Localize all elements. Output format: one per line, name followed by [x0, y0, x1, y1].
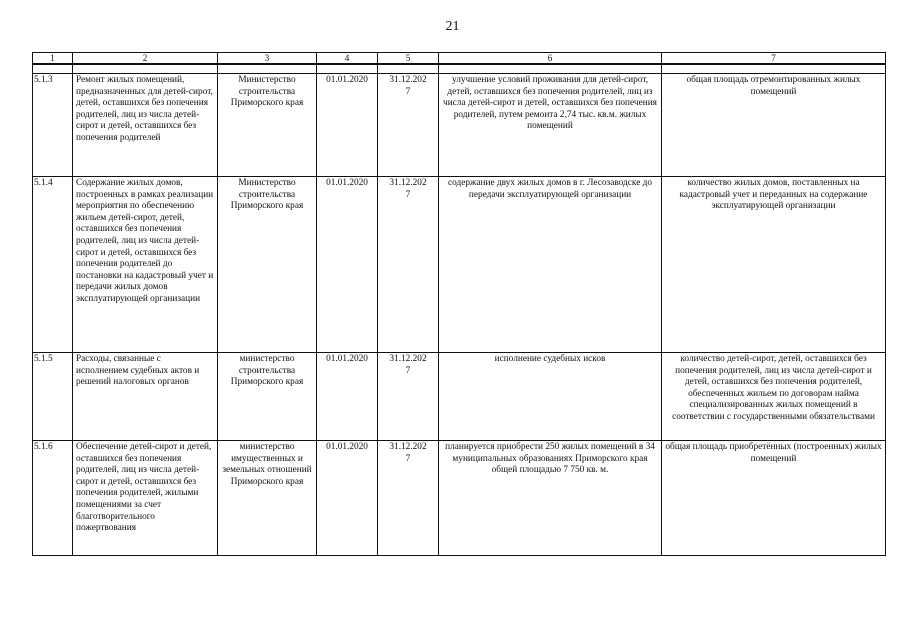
row-number-cell: 5.1.5: [33, 353, 73, 441]
row-number-cell: 5.1.4: [33, 177, 73, 353]
column-header: 5: [378, 53, 439, 65]
measure-name-cell: Расходы, связанные с исполнением судебных актов и решений налоговых органов: [73, 353, 218, 441]
column-header: 6: [439, 53, 662, 65]
measure-name-cell: Ремонт жилых помещений, предназначенных для детей-сирот, детей, оставшихся без попечения родителей, лиц из числа детей-сирот и детей, оставшихся без попечения родителей: [73, 74, 218, 177]
column-header: 2: [73, 53, 218, 65]
end-date-cell: 31.12.202 7: [378, 177, 439, 353]
end-date-cell: 31.12.202 7: [378, 441, 439, 556]
measures-table: [32, 52, 886, 556]
expected-result-cell: планируется приобрести 250 жилых помещений в 34 муниципальных образованиях Приморского края общей площадью 7 750 кв. м.: [439, 441, 662, 556]
table-row: [33, 353, 886, 441]
column-header: 1: [33, 53, 73, 65]
column-header: 7: [662, 53, 886, 65]
executor-cell: министерство строительства Приморского края: [218, 353, 317, 441]
expected-result-cell: содержание двух жилых домов в г. Лесозаводске до передачи эксплуатирующей организации: [439, 177, 662, 353]
column-header: 3: [218, 53, 317, 65]
end-date-cell: 31.12.202 7: [378, 353, 439, 441]
table-row: [33, 74, 886, 177]
expected-result-cell: исполнение судебных исков: [439, 353, 662, 441]
indicator-cell: общая площадь приобретённых (построенных) жилых помещений: [662, 441, 886, 556]
start-date-cell: 01.01.2020: [317, 441, 378, 556]
measure-name-cell: Содержание жилых домов, построенных в рамках реализации мероприятия по обеспечению жильем детей-сирот, детей, оставшихся без попечения родителей, лиц из числа детей-сирот и детей, оставшихся без попечения родителей до постановки на кадастровый учет и передачи жилых домов эксплуатирующей организации: [73, 177, 218, 353]
end-date-cell: 31.12.202 7: [378, 74, 439, 177]
executor-cell: Министерство строительства Приморского края: [218, 74, 317, 177]
table-row: [33, 177, 886, 353]
row-number-cell: 5.1.3: [33, 74, 73, 177]
indicator-cell: общая площадь отремонтированных жилых помещений: [662, 74, 886, 177]
start-date-cell: 01.01.2020: [317, 177, 378, 353]
executor-cell: Министерство строительства Приморского края: [218, 177, 317, 353]
indicator-cell: количество жилых домов, поставленных на кадастровый учет и переданных на содержание эксплуатирующей организации: [662, 177, 886, 353]
start-date-cell: 01.01.2020: [317, 353, 378, 441]
table-row: [33, 441, 886, 556]
expected-result-cell: улучшение условий проживания для детей-сирот, детей, оставшихся без попечения родителей, лиц из числа детей-сирот и детей, оставшихся без попечения родителей, путем ремонта 2,74 тыс. кв.м. жилых помещений: [439, 74, 662, 177]
column-header: 4: [317, 53, 378, 65]
executor-cell: министерство имущественных и земельных отношений Приморского края: [218, 441, 317, 556]
header-gap-row: [33, 64, 886, 74]
indicator-cell: количество детей-сирот, детей, оставшихся без попечения родителей, лиц из числа детей-сирот и детей, оставшихся без попечения родителей, обеспеченных жильем по договорам найма специализированных жилых помещений в соответствии с государственными обязательствами: [662, 353, 886, 441]
measure-name-cell: Обеспечение детей-сирот и детей, оставшихся без попечения родителей, лиц из числа детей-сирот и детей, оставшихся без попечения родителей, жилыми помещениями за счет благотворительного пожертвования: [73, 441, 218, 556]
page-number: 21: [445, 19, 460, 34]
row-number-cell: 5.1.6: [33, 441, 73, 556]
column-number-row: [33, 53, 886, 65]
start-date-cell: 01.01.2020: [317, 74, 378, 177]
